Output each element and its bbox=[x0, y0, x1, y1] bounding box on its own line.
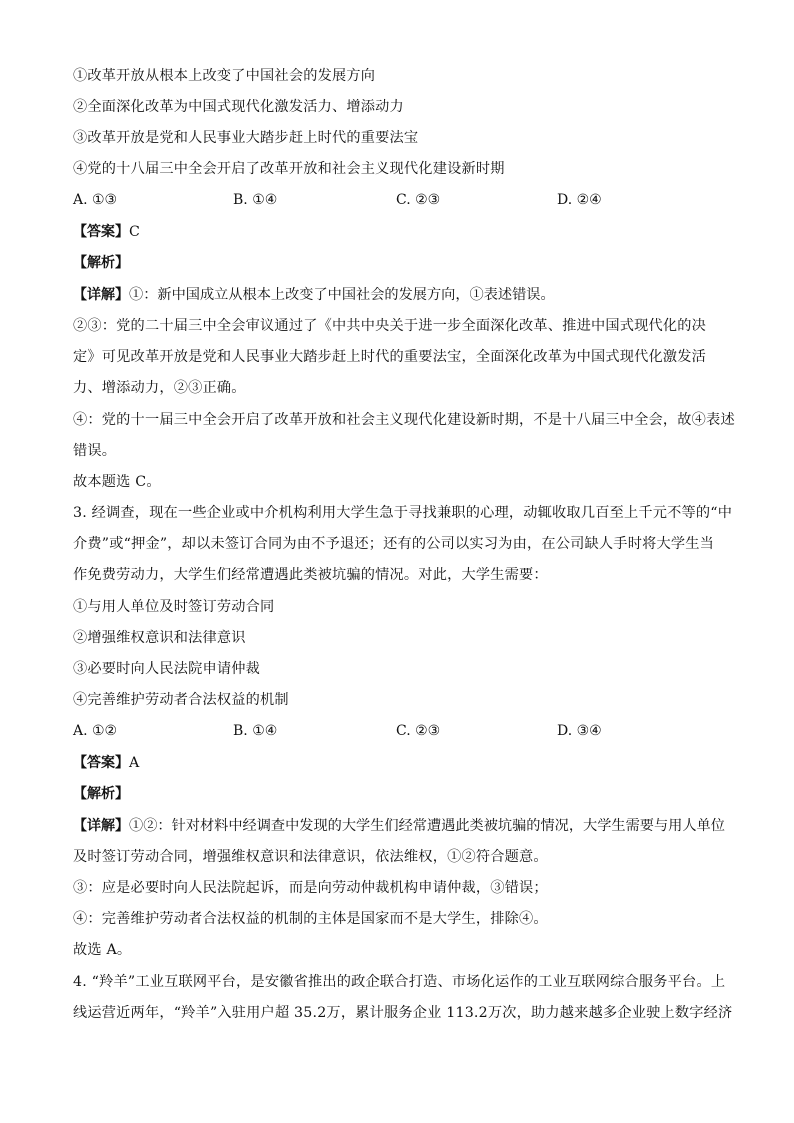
answer-label: 【答案】 bbox=[73, 755, 129, 771]
q2-detail-line-1 bbox=[73, 285, 555, 305]
q3-item-4: ④完善维护劳动者合法权益的机制 bbox=[73, 692, 289, 708]
q2-option-d: D. ②④ bbox=[557, 192, 602, 208]
q3-item-3: ③必要时向人民法院申请仲裁 bbox=[73, 661, 261, 677]
q3-conclusion: 故选 A。 bbox=[73, 942, 132, 958]
q2-option-a: A. ①③ bbox=[73, 192, 118, 208]
q3-stem-line-1: 3. 经调查，现在一些企业或中介机构利用大学生急于寻找兼职的心理，动辄收取几百至上千元不等的“中 bbox=[73, 505, 733, 521]
q3-item-1: ①与用人单位及时签订劳动合同 bbox=[73, 599, 275, 615]
q2-option-b: B. ①④ bbox=[233, 192, 278, 208]
q3-detail-line-2: 及时签订劳动合同，增强维权意识和法律意识，依法维权，①②符合题意。 bbox=[73, 849, 548, 865]
answer-value: C bbox=[129, 224, 140, 240]
q2-detail-line-5: ④：党的十一届三中全会开启了改革开放和社会主义现代化建设新时期，不是十八届三中全会，故④表述 bbox=[73, 412, 735, 428]
q2-detail-line-2: ②③：党的二十届三中全会审议通过了《中共中央关于进一步全面深化改革、推进中国式现代化的决 bbox=[73, 318, 707, 334]
q3-item-2: ②增强维权意识和法律意识 bbox=[73, 630, 246, 646]
q3-detail-line-1 bbox=[73, 816, 725, 836]
q2-detail-line-6: 错误。 bbox=[73, 443, 117, 459]
q2-detail-line-4: 力、增添动力，②③正确。 bbox=[73, 380, 246, 396]
q3-stem-line-3: 作免费劳动力，大学生们经常遭遇此类被坑骗的情况。对此，大学生需要： bbox=[73, 567, 548, 583]
detail-label: 【详解】 bbox=[73, 287, 129, 303]
q2-item-2: ②全面深化改革为中国式现代化激发活力、增添动力 bbox=[73, 99, 404, 115]
q3-detail-line-4: ④：完善维护劳动者合法权益的机制的主体是国家而不是大学生，排除④。 bbox=[73, 911, 548, 927]
q4-stem-line-1: 4. “羚羊”工业互联网平台，是安徽省推出的政企联合打造、市场化运作的工业互联网综合服务平台。上 bbox=[73, 974, 726, 990]
q3-option-b: B. ①④ bbox=[233, 723, 278, 739]
q2-option-c: C. ②③ bbox=[396, 192, 441, 208]
q2-item-4: ④党的十八届三中全会开启了改革开放和社会主义现代化建设新时期 bbox=[73, 161, 505, 177]
answer-value: A bbox=[129, 755, 140, 771]
q2-conclusion: 故本题选 C。 bbox=[73, 474, 161, 490]
q3-stem-line-2: 介费”或“押金”，却以未签订合同为由不予退还；还有的公司以实习为由，在公司缺人手时将大学生当 bbox=[73, 536, 715, 552]
detail-text: ①②：针对材料中经调查中发现的大学生们经常遭遇此类被坑骗的情况，大学生需要与用人单位 bbox=[129, 818, 725, 834]
q3-analysis bbox=[73, 784, 129, 804]
q3-option-d: D. ③④ bbox=[557, 723, 602, 739]
q2-item-1: ①改革开放从根本上改变了中国社会的发展方向 bbox=[73, 68, 376, 84]
analysis-label: 【解析】 bbox=[73, 255, 129, 271]
detail-text: ①：新中国成立从根本上改变了中国社会的发展方向，①表述错误。 bbox=[129, 287, 555, 303]
q3-answer bbox=[73, 753, 139, 773]
q4-stem-line-2: 线运营近两年，“羚羊”入驻用户超 35.2万，累计服务企业 113.2万次，助力越来越多企业驶上数字经济 bbox=[73, 1005, 733, 1021]
q2-answer bbox=[73, 222, 140, 242]
answer-label: 【答案】 bbox=[73, 224, 129, 240]
q2-analysis bbox=[73, 253, 129, 273]
q3-detail-line-3: ③：应是必要时向人民法院起诉，而是向劳动仲裁机构申请仲裁，③错误； bbox=[73, 880, 548, 896]
detail-label: 【详解】 bbox=[73, 818, 129, 834]
q3-option-c: C. ②③ bbox=[396, 723, 441, 739]
analysis-label: 【解析】 bbox=[73, 786, 129, 802]
q2-item-3: ③改革开放是党和人民事业大踏步赶上时代的重要法宝 bbox=[73, 130, 419, 146]
q2-detail-line-3: 定》可见改革开放是党和人民事业大踏步赶上时代的重要法宝，全面深化改革为中国式现代化激发活 bbox=[73, 349, 707, 365]
q3-option-a: A. ①② bbox=[73, 723, 118, 739]
